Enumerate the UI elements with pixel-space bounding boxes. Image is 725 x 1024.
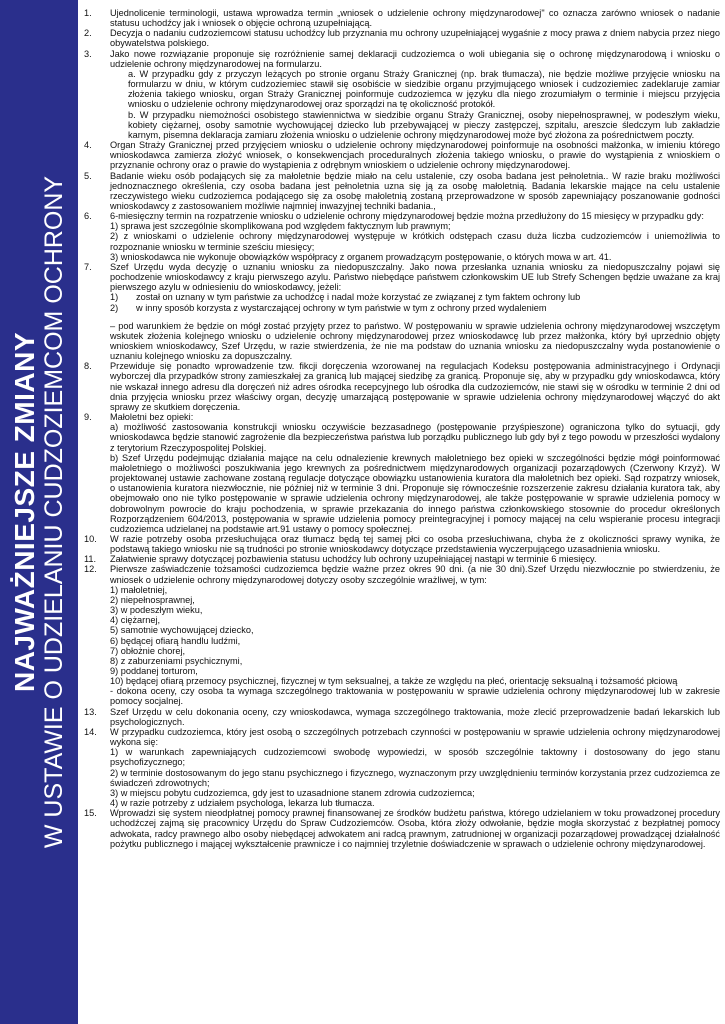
item-number: 6. bbox=[84, 211, 92, 222]
list-item-4 bbox=[84, 140, 720, 170]
item-text: Ujednolicenie terminologii, ustawa wprowadza termin „wniosek o udzielenie ochrony międzynarodowej" co oznacza zarówno wniosek o nadanie statusu uchodźcy jak i wniosek o objęcie ochroną uzupełniającą. bbox=[110, 8, 720, 29]
sub-paragraph-a: a) możliwość zastosowania konstrukcji wniosku oczywiście bezzasadnego (postępowanie przyśpieszone) ograniczona tylko do sytuacji, gdy wnioskodawca będzie stanowić zagrożenie dla bezpieczeństwa państwa lub porządku publicznego lub gdy był z tego powodu w przeszłości wydalony z terytorium Rzeczypospolitej Polskiej. bbox=[110, 422, 720, 453]
sub-line: 7) obłożnie chorej, bbox=[110, 645, 186, 656]
item-number: 1. bbox=[84, 8, 92, 18]
list-item-1 bbox=[84, 8, 720, 28]
list-item-12 bbox=[84, 564, 720, 706]
item-number: 10. bbox=[84, 533, 97, 544]
sub-line: 2) z wnioskami o udzielenie ochrony międzynarodowej występuje w krótkich odstępach czasu duża liczba cudzoziemców i uniemożliwia to rozpoznanie wniosku w terminie sześciu miesięcy; bbox=[110, 231, 720, 252]
item-number: 3. bbox=[84, 48, 92, 59]
sub-line: 2) w terminie dostosowanym do jego stanu psychicznego i fizycznego, wyznaczonym przy uwzględnieniu terminów korzystania przez cudzoziemca ze świadczeń zdrowotnych; bbox=[110, 767, 720, 788]
list-item-6 bbox=[84, 211, 720, 262]
sub-line: 1) w warunkach zapewniających cudzoziemcowi swobodę wypowiedzi, w sposób szczególnie taktowny i dostosowany do jego stanu psychofizycznego; bbox=[110, 747, 720, 768]
spacer bbox=[110, 313, 720, 321]
sub-paragraph-b: b) Szef Urzędu podejmując działania mające na celu odnalezienie krewnych małoletniego bez opieki w szczególności będzie mógł poinformować małoletniego o możliwości poszukiwania jego krewnych za pośrednictwem międzynarodowych organizacji pozarządowych (Czerwony Krzyż). W projektowanej ustawie zachowane zostaną regulacje dotyczące obowiązku ustanowienia kuratora dla małoletnich bez opieki. Sąd rozpatrzy wniosek, o ustanowienia kuratora niezwłocznie, nie później niż w terminie 3 dni. Proponuje się równocześnie rozszerzenie zakresu działania kuratora tak, aby obejmowało ono nie tylko postępowanie w sprawie udzielenia ochrony międzynarodowej, ale także postępowanie w sprawie udzielenia pomocy w dobrowolnym powrocie do kraju pochodzenia, w sprawie przekazania do innego państwa członkowskiego stosownie do procedur określonych Rozporządzeniem 604/2013, postępowania w sprawie udzielenia pomocy preintegracyjnej i pomocy mającej na celu wspieranie procesu integracji cudzoziemca udzielanej na podstawie art.91 ustawy o pomocy społecznej. bbox=[110, 452, 720, 534]
list-item-10 bbox=[84, 534, 720, 554]
sub-list-number: 2) bbox=[110, 302, 119, 313]
list-item-3 bbox=[84, 49, 720, 140]
list-item-7 bbox=[84, 262, 720, 361]
item-number: 2. bbox=[84, 28, 92, 39]
list-item-5 bbox=[84, 171, 720, 212]
sub-paragraph-a: a. W przypadku gdy z przyczyn leżących po stronie organu Straży Granicznej (np. brak tłumacza), nie będzie możliwe przyjęcie wniosku na formularzu w dniu, w którym cudzoziemiec stawił się osobiście w siedzibie organu przyjmującego wniosek i cudzoziemiec zadeklaruje zamiar złożenia takiego wniosku, organ Straży Granicznej poinformuje cudzoziemca w języku dla niego zrozumiałym o terminie i miejscu przyjęcia wniosku o udzielenie ochrony międzynarodowej oraz sporządzi na tę okoliczność protokół. bbox=[128, 68, 720, 110]
list-item-14 bbox=[84, 727, 720, 808]
item-text: Decyzja o nadaniu cudzoziemcowi statusu uchodźcy lub przyznania mu ochrony uzupełniającej wygaśnie z mocy prawa z dniem nabycia przez niego obywatelstwa polskiego. bbox=[110, 28, 720, 49]
item-text: W razie potrzeby osoba przesłuchująca oraz tłumacz będą tej samej płci co osoba przesłuchiwana, chyba że z okoliczności sprawy wynika, że podstawą takiego wniosku nie są trudności po stronie wnioskodawcy dotyczące przedstawienia wyczerpującego uzasadnienia wniosku. bbox=[110, 533, 720, 555]
sub-list-text: został on uznany w tym państwie za uchodźcę i nadal może korzystać ze związanej z tym faktem ochrony lub bbox=[136, 292, 581, 303]
sidebar-subtitle: W USTAWIE O UDZIELANIU CUDZOZIEMCOM OCHRONY bbox=[40, 175, 68, 849]
sub-line: 1) sprawa jest szczególnie skomplikowana pod względem faktycznym lub prawnym; bbox=[110, 221, 451, 232]
item-text: Jako nowe rozwiązanie proponuje się rozróżnienie samej deklaracji cudzoziemca o woli ubiegania się o ochronę międzynarodową i wniosku o udzielenie ochrony międzynarodowej na formularzu. bbox=[110, 48, 720, 69]
sub-line: 3) wnioskodawca nie wykonuje obowiązków współpracy z organem prowadzącym postępowanie, o których mowa w art. 41. bbox=[110, 251, 612, 262]
item-text: Małoletni bez opieki: bbox=[110, 412, 194, 423]
item-number: 8. bbox=[84, 361, 92, 372]
sub-line: 8) z zaburzeniami psychicznymi, bbox=[110, 655, 243, 666]
sub-list-number: 1) bbox=[110, 292, 119, 303]
item-text: Szef Urzędu wyda decyzję o uznaniu wniosku za niedopuszczalny. Jako nowa przesłanka uznania wniosku za niedopuszczalny pojawi się pochodzenie wnioskodawcy z kraju pierwszego azylu. Państwo niebędące państwem członkowskim UE lub Strefy Schengen będzie uważane za kraj pierwszego azylu w odniesieniu do wnioskodawcy, jeżeli: bbox=[110, 261, 720, 293]
document-body bbox=[84, 8, 720, 849]
sidebar-banner bbox=[0, 0, 78, 1024]
list-item-9 bbox=[84, 412, 720, 534]
item-number: 12. bbox=[84, 564, 97, 575]
sub-line: 1) małoletniej, bbox=[110, 584, 168, 595]
item-text: Organ Straży Granicznej przed przyjęciem wniosku o udzielenie ochrony międzynarodowej poinformuje na osobności małżonka, w imieniu którego wnioskodawca zamierza złożyć wniosek, o konsekwencjach proceduralnych złożenia takiego wniosku, o prawie do wystąpienia z wnioskiem o przyznanie ochrony oraz o prawie do wystąpienia z odrębnym wnioskiem o udzielenie ochrony międzynarodowej. bbox=[110, 140, 720, 171]
sub-paragraph-b: b. W przypadku niemożności osobistego stawiennictwa w siedzibie organu Straży Granicznej, osoby niepełnosprawnej, w podeszłym wieku, kobiety ciężarnej, osoby samotnie wychowującej dziecko lub przebywającej w pieczy zastępczej, szpitalu, areszcie śledczym lub zakładzie karnym, pisemna deklaracja zamiaru złożenia wniosku o udzielenie ochrony międzynarodowej może być złożona za pośrednictwem poczty. bbox=[128, 109, 720, 140]
item-number: 4. bbox=[84, 140, 92, 151]
sidebar-title: NAJWAŻNIEJSZE ZMIANY bbox=[9, 331, 40, 693]
sub-list-item bbox=[110, 292, 720, 302]
item-number: 9. bbox=[84, 412, 92, 423]
item-number: 13. bbox=[84, 706, 97, 717]
sub-line: 2) niepełnosprawnej, bbox=[110, 594, 195, 605]
item-text: Szef Urzędu w celu dokonania oceny, czy wnioskodawca, wymaga szczególnego traktowania, może zlecić przeprowadzenie badań lekarskich lub psychologicznych. bbox=[110, 706, 720, 727]
sub-list-text: w inny sposób korzysta z wystarczającej ochrony w tym państwie w tym z ochrony przed wydaleniem bbox=[136, 302, 547, 313]
sub-line: 3) w miejscu pobytu cudzoziemca, gdy jest to uzasadnione stanem zdrowia cudzoziemca; bbox=[110, 787, 475, 798]
list-item-15 bbox=[84, 808, 720, 849]
list-item-13 bbox=[84, 707, 720, 727]
item-text: Badanie wieku osób podających się za małoletnie będzie miało na celu ustalenie, czy osoba badana jest pełnoletnia.. W razie braku możliwości jednoznacznego określenia, czy osoba badana jest pełnoletnia uzna się ją za osobę małoletnią. Badania lekarskie mające na celu ustalenie rzeczywistego wieku cudzoziemca podającego się za osobę małoletnią zostaną przeprowadzone w sposób zapewniający poszanowanie godności wnioskodawcy z zastosowaniem możliwie najmniej inwazyjnej techniki badania., bbox=[110, 170, 720, 211]
list-item-8 bbox=[84, 361, 720, 412]
item-number: 5. bbox=[84, 170, 92, 181]
sub-list-item bbox=[110, 303, 720, 313]
item-continuation: - dokona oceny, czy osoba ta wymaga szczególnego traktowania w postępowaniu w sprawie udzielenia ochrony międzynarodowej lub w zakresie pomocy socjalnej. bbox=[110, 686, 720, 707]
sub-line: 10) będącej ofiarą przemocy psychicznej, fizycznej w tym seksualnej, a także ze względu na płeć, orientację seksualną i tożsamość płciową bbox=[110, 676, 678, 687]
sub-line: 6) będącej ofiarą handlu ludźmi, bbox=[110, 635, 241, 646]
item-continuation: – pod warunkiem że będzie on mógł zostać przyjęty przez to państwo. W postępowaniu w sprawie udzielenia ochrony międzynarodowej wszczętym wskutek złożenia kolejnego wniosku o udzielenie ochrony międzynarodowej przez wnioskodawcę lub przez małżonka, który był uprzednio objęty wnioskiem wnioskodawcy, Szef Urzędu, w razie stwierdzenia, że nie ma podstaw do uznania wniosku za niedopuszczalny wyda postanowienie o uznaniu kolejnego wniosku za dopuszczalny. bbox=[110, 320, 720, 362]
list-item-2 bbox=[84, 28, 720, 48]
item-text: Wprowadzi się system nieodpłatnej pomocy prawnej finansowanej ze środków budżetu państwa, którego udzielaniem w toku prowadzonej procedury uchodźczej zajmą się pracownicy Urzędu do Spraw Cudzoziemców. Osoba, która złoży odwołanie, będzie mogła skorzystać z bezpłatnej pomocy adwokata, radcy prawnego albo osoby niebędącej adwokatem ani radcą prawnym, zatrudnionej w organizacji pozarządowej prowadzącej działalność pożytku publicznego i mającej wykształcenie prawnicze i co najmniej trzyletnie doświadczenie w sprawach o udzielenie ochrony międzynarodowej. bbox=[110, 808, 720, 849]
sub-line: 4) w razie potrzeby z udziałem psychologa, lekarza lub tłumacza. bbox=[110, 798, 375, 809]
item-text: W przypadku cudzoziemca, który jest osobą o szczególnych potrzebach czynności w postępowaniu w sprawie udzielenia ochrony międzynarodowej wykona się: bbox=[110, 726, 720, 748]
item-number: 14. bbox=[84, 726, 97, 737]
item-number: 7. bbox=[84, 261, 92, 272]
sub-line: 3) w podeszłym wieku, bbox=[110, 605, 203, 616]
sidebar-text-block bbox=[9, 0, 69, 1024]
item-text: Przewiduje się ponadto wprowadzenie tzw. fikcji doręczenia wzorowanej na regulacjach Kodeksu postępowania administracyjnego i Ordynacji wyborczej dla przypadków strony zamieszkałej za granicą lub mającej siedzibę za granicą. Proponuje się, aby w przypadku gdy wnioskodawca, który nie wskazał innego adresu dla doręczeń niż adres ośrodka recepcyjnego lub ośrodka dla cudzoziemców, nie stawi się w ośrodku w terminie 2 dni od dnia przyjęcia wniosku przez właściwy organ, decyzję umarzającą postępowanie w sprawie udzielenia ochrony międzynarodowej włączyć do akt sprawy ze skutkiem doręczenia. bbox=[110, 361, 720, 412]
list-item-11 bbox=[84, 554, 720, 564]
item-text: Pierwsze zaświadczenie tożsamości cudzoziemca będzie ważne przez okres 90 dni. (a nie 30 dni).Szef Urzędu niezwłocznie po stwierdzeniu, że wniosek o udzielenie ochrony międzynarodowej dotyczy osoby szczególnie wrażliwej, w tym: bbox=[110, 564, 720, 585]
item-text: 6-miesięczny termin na rozpatrzenie wniosku o udzielenie ochrony międzynarodowej będzie można przedłużony do 15 miesięcy w przypadku gdy: bbox=[110, 211, 704, 222]
sub-line: 4) ciężarnej, bbox=[110, 615, 161, 626]
item-text: Załatwienie sprawy dotyczącej pozbawienia statusu uchodźcy lub ochrony uzupełniającej nastąpi w terminie 6 miesięcy. bbox=[110, 554, 597, 565]
item-number: 15. bbox=[84, 808, 97, 819]
item-number: 11. bbox=[84, 554, 97, 565]
sub-line: 5) samotnie wychowującej dziecko, bbox=[110, 625, 254, 636]
sub-line: 9) poddanej torturom, bbox=[110, 666, 198, 676]
